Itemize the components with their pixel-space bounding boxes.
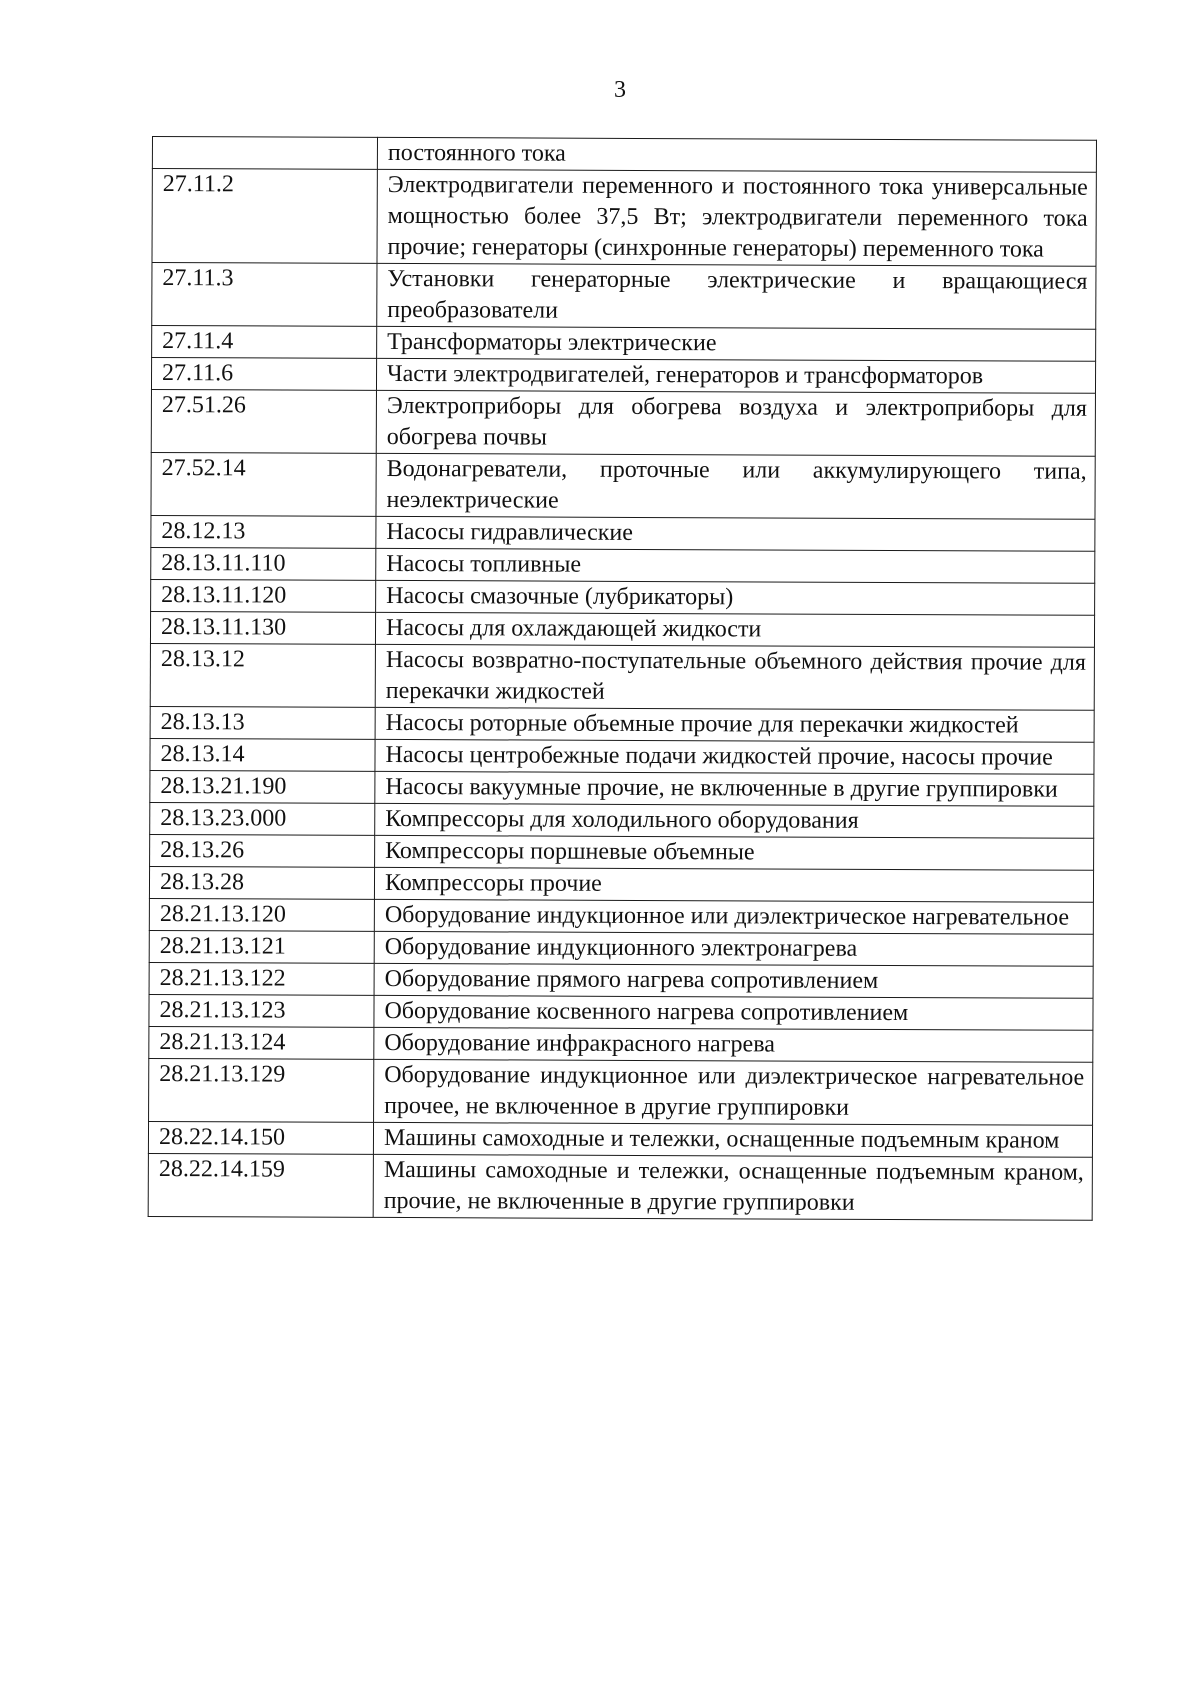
row-name: Насосы смазочные (лубрикаторы) <box>376 580 1095 615</box>
row-code: 28.13.11.120 <box>151 579 376 612</box>
table-row <box>152 137 1096 173</box>
table-row <box>150 802 1094 838</box>
row-name: Насосы гидравлические <box>376 516 1095 551</box>
row-name: Компрессоры для холодильного оборудования <box>375 803 1094 838</box>
row-code: 28.13.11.130 <box>150 611 375 644</box>
row-name: Установки генераторные электрические и вращающиеся преобразователи <box>377 263 1096 329</box>
row-name: Оборудование прямого нагрева сопротивлением <box>374 963 1093 998</box>
row-name: Машины самоходные и тележки, оснащенные подъемным краном, прочие, не включенные в другие группировки <box>373 1154 1092 1220</box>
row-code: 28.13.11.110 <box>151 547 376 580</box>
table-row <box>150 834 1094 870</box>
row-name: Электроприборы для обогрева воздуха и электроприборы для обогрева почвы <box>376 390 1095 456</box>
row-code: 28.21.13.129 <box>149 1058 374 1122</box>
row-name: Оборудование индукционное или диэлектрическое нагревательное <box>374 899 1093 934</box>
row-code: 28.22.14.159 <box>148 1153 373 1217</box>
row-code: 28.13.13 <box>150 706 375 739</box>
table-row <box>150 738 1094 774</box>
table-row <box>149 994 1093 1030</box>
row-name: Машины самоходные и тележки, оснащенные подъемным краном <box>373 1122 1092 1157</box>
row-name: Насосы центробежные подачи жидкостей прочие, насосы прочие <box>375 739 1094 774</box>
table-row <box>152 263 1096 330</box>
row-name: Электродвигатели переменного и постоянного тока универсальные мощностью более 37,5 Вт; электродвигатели переменного тока прочие; генераторы (синхронные генераторы) переменного тока <box>377 169 1096 266</box>
row-code: 28.21.13.121 <box>149 930 374 963</box>
table-row <box>149 898 1093 934</box>
table-row <box>151 579 1095 615</box>
table-row <box>150 611 1094 647</box>
row-name: постоянного тока <box>377 137 1096 172</box>
table-row <box>151 389 1095 456</box>
table-row <box>151 452 1095 519</box>
row-name: Насосы вакуумные прочие, не включенные в другие группировки <box>375 771 1094 806</box>
row-name: Насосы роторные объемные прочие для перекачки жидкостей <box>375 707 1094 742</box>
row-code: 28.13.21.190 <box>150 770 375 803</box>
row-code: 28.12.13 <box>151 515 376 548</box>
row-name: Трансформаторы электрические <box>377 326 1096 361</box>
row-name: Оборудование инфракрасного нагрева <box>374 1027 1093 1062</box>
row-code: 27.11.3 <box>152 263 377 327</box>
page-number: 3 <box>614 77 626 103</box>
row-code: 28.13.14 <box>150 738 375 771</box>
row-code: 27.11.4 <box>152 326 377 359</box>
table-row <box>148 1153 1092 1220</box>
row-name: Оборудование индукционное или диэлектрическое нагревательное прочее, не включенное в другие группировки <box>374 1059 1093 1125</box>
row-code: 28.21.13.120 <box>149 898 374 931</box>
row-name: Насосы для охлаждающей жидкости <box>375 612 1094 647</box>
row-name: Оборудование индукционного электронагрева <box>374 931 1093 966</box>
row-code <box>152 137 377 170</box>
row-code: 28.22.14.150 <box>148 1121 373 1154</box>
row-name: Части электродвигателей, генераторов и трансформаторов <box>376 358 1095 393</box>
table-row <box>150 770 1094 806</box>
table-row <box>149 930 1093 966</box>
row-code: 28.13.23.000 <box>150 802 375 835</box>
row-code: 27.52.14 <box>151 452 376 516</box>
table-row <box>149 1058 1093 1125</box>
row-code: 27.51.26 <box>151 389 376 453</box>
table-row <box>151 358 1095 394</box>
row-code: 28.13.26 <box>150 834 375 867</box>
classification-table <box>148 136 1097 1221</box>
row-code: 28.13.28 <box>149 866 374 899</box>
row-name: Компрессоры поршневые объемные <box>375 835 1094 870</box>
row-code: 27.11.6 <box>151 358 376 391</box>
row-name: Оборудование косвенного нагрева сопротивлением <box>374 995 1093 1030</box>
table-body <box>148 137 1096 1221</box>
table-row <box>148 1121 1092 1157</box>
table-row <box>149 962 1093 998</box>
row-name: Компрессоры прочие <box>374 867 1093 902</box>
row-code: 28.21.13.124 <box>149 1026 374 1059</box>
table-row <box>151 515 1095 551</box>
table-row <box>152 326 1096 362</box>
table-row <box>150 706 1094 742</box>
row-name: Водонагреватели, проточные или аккумулирующего типа, неэлектрические <box>376 453 1095 519</box>
table-row <box>149 866 1093 902</box>
table-row <box>149 1026 1093 1062</box>
row-code: 27.11.2 <box>152 169 377 264</box>
table-row <box>151 547 1095 583</box>
row-code: 28.21.13.123 <box>149 994 374 1027</box>
row-code: 28.21.13.122 <box>149 962 374 995</box>
table-row <box>150 643 1094 710</box>
row-name: Насосы топливные <box>376 548 1095 583</box>
row-name: Насосы возвратно-поступательные объемного действия прочие для перекачки жидкостей <box>375 644 1094 710</box>
row-code: 28.13.12 <box>150 643 375 707</box>
table-row <box>152 169 1096 267</box>
